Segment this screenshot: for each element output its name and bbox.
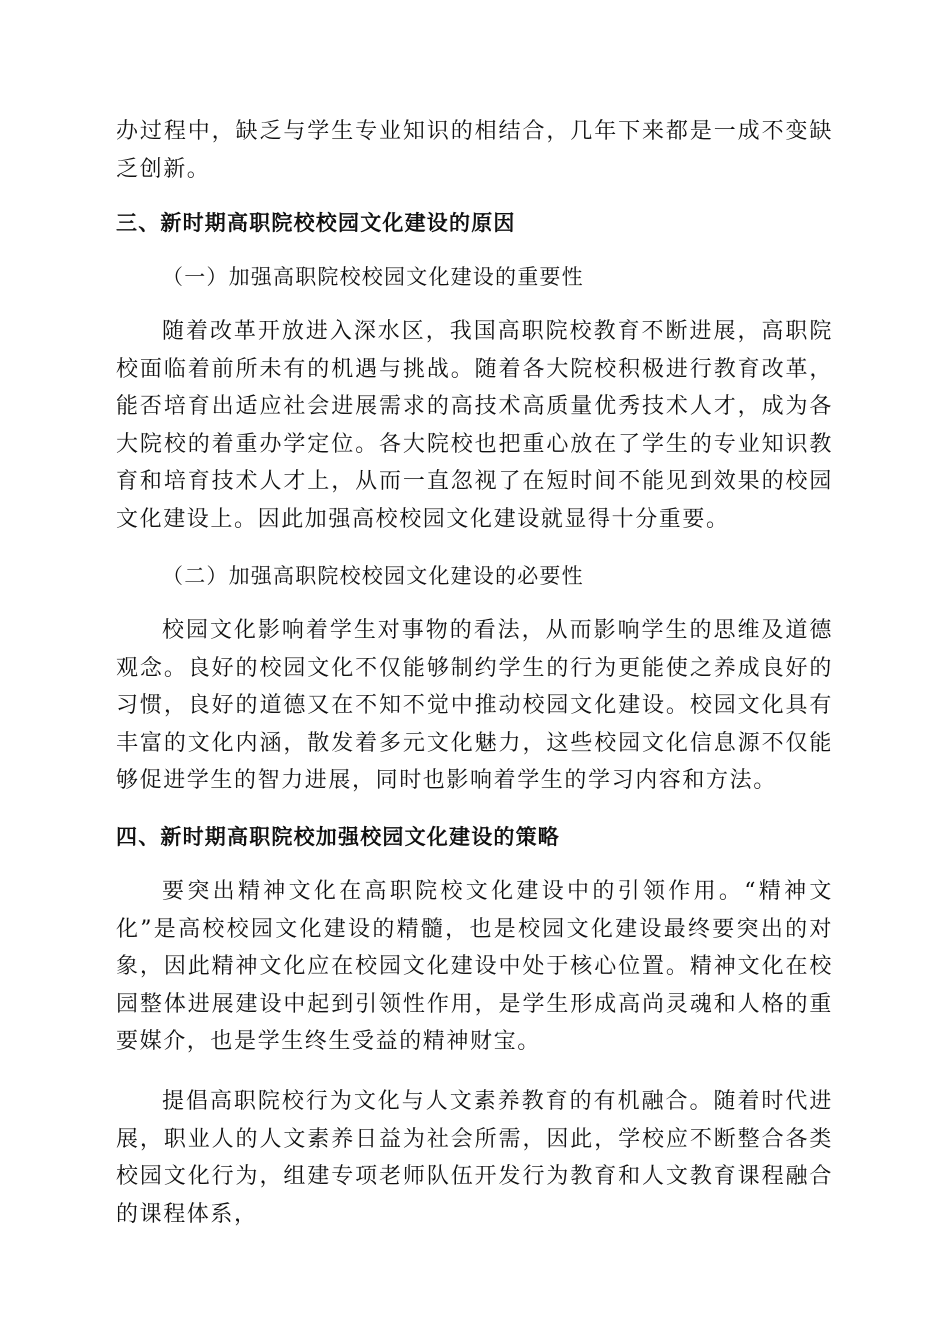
subsection-3-2-paragraph: 校园文化影响着学生对事物的看法，从而影响学生的思维及道德观念。良好的校园文化不仅能够制约学生的行为更能使之养成良好的习惯，良好的道德又在不知不觉中推动校园文化建设。校园文化具有丰富的文化内涵，散发着多元文化魅力，这些校园文化信息源不仅能够促进学生的智力进展，同时也影响着学生的学习内容和方法。 xyxy=(116,618,833,793)
section-4-heading: 四、新时期高职院校加强校园文化建设的策略 xyxy=(116,825,560,849)
subsection-3-1-heading: （一）加强高职院校校园文化建设的重要性 xyxy=(162,265,584,289)
section-3-heading: 三、新时期高职院校校园文化建设的原因 xyxy=(116,211,516,235)
continuation-paragraph: 办过程中，缺乏与学生专业知识的相结合，几年下来都是一成不变缺乏创新。 xyxy=(116,119,833,182)
section-4-paragraph-1: 要突出精神文化在高职院校文化建设中的引领作用。“精神文化”是高校校园文化建设的精髓，也是校园文化建设最终要突出的对象，因此精神文化应在校园文化建设中处于核心位置。精神文化在校园整体进展建设中起到引领性作用，是学生形成高尚灵魂和人格的重要媒介，也是学生终生受益的精神财宝。 xyxy=(116,879,833,1054)
subsection-3-2-heading: （二）加强高职院校校园文化建设的必要性 xyxy=(162,564,584,588)
section-4-paragraph-2: 提倡高职院校行为文化与人文素养教育的有机融合。随着时代进展，职业人的人文素养日益为社会所需，因此，学校应不断整合各类校园文化行为，组建专项老师队伍开发行为教育和人文教育课程融合的课程体系， xyxy=(116,1089,833,1227)
subsection-3-1-paragraph: 随着改革开放进入深水区，我国高职院校教育不断进展，高职院校面临着前所未有的机遇与挑战。随着各大院校积极进行教育改革，能否培育出适应社会进展需求的高技术高质量优秀技术人才，成为各大院校的着重办学定位。各大院校也把重心放在了学生的专业知识教育和培育技术人才上，从而一直忽视了在短时间不能见到效果的校园文化建设上。因此加强高校校园文化建设就显得十分重要。 xyxy=(116,319,833,532)
